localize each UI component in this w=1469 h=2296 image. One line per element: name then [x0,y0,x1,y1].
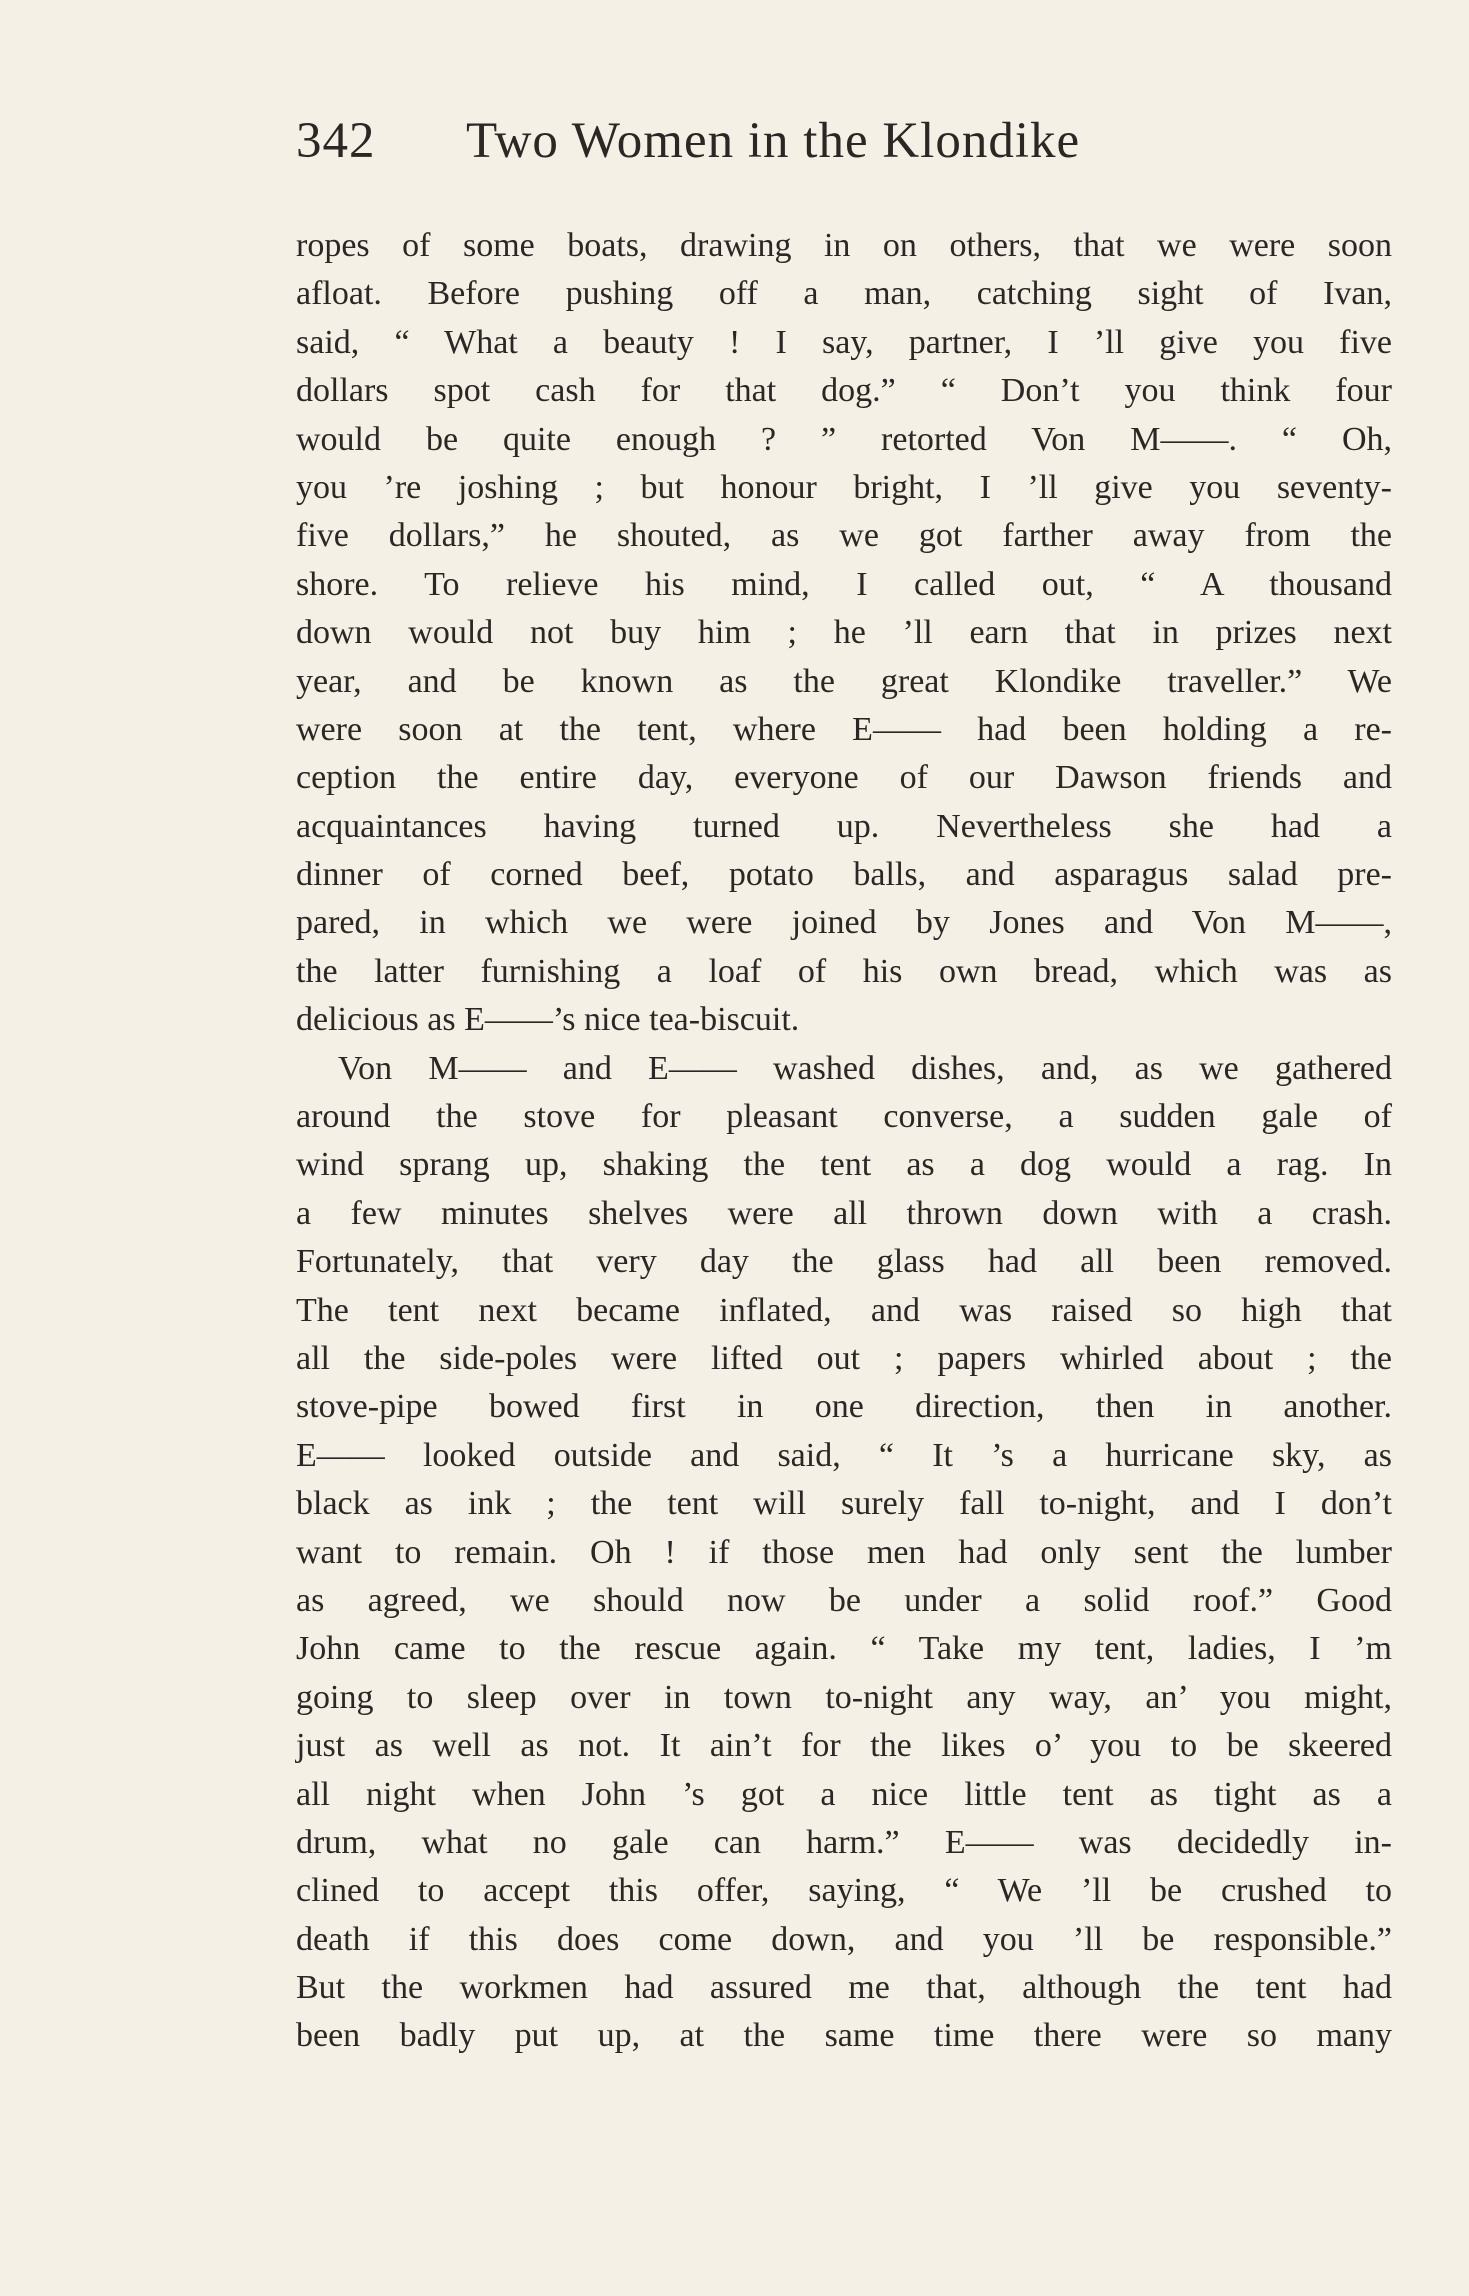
text-line: a few minutes shelves were all thrown down with a crash. [296,1194,1392,1232]
text-line: all the side-poles were lifted out ; papers whirled about ; the [296,1339,1392,1377]
text-line: shore. To relieve his mind, I called out, “ A thousand [296,565,1392,603]
text-line: But the workmen had assured me that, although the tent had [296,1969,1392,2007]
text-line: just as well as not. It ain’t for the likes o’ you to be skeered [296,1727,1392,1765]
text-line: black as ink ; the tent will surely fall to-night, and I don’t [296,1485,1392,1523]
paragraph-end-line: delicious as E——’s nice tea-biscuit. [296,1001,800,1039]
text-line: would be quite enough ? ” retorted Von M——. “ Oh, [296,420,1392,458]
text-line: said, “ What a beauty ! I say, partner, I ’ll give you five [296,323,1392,361]
text-line: been badly put up, at the same time there were so many [296,2017,1392,2055]
text-line: five dollars,” he shouted, as we got farther away from the [296,517,1392,555]
text-line: Fortunately, that very day the glass had all been removed. [296,1243,1392,1281]
text-line: E—— looked outside and said, “ It ’s a hurricane sky, as [296,1436,1392,1474]
text-line: dinner of corned beef, potato balls, and asparagus salad pre- [296,856,1392,894]
text-line: want to remain. Oh ! if those men had only sent the lumber [296,1533,1392,1571]
text-line: John came to the rescue again. “ Take my tent, ladies, I ’m [296,1630,1392,1668]
text-line: wind sprang up, shaking the tent as a dog would a rag. In [296,1146,1392,1184]
text-line: were soon at the tent, where E—— had been holding a re- [296,710,1392,748]
text-line: you ’re joshing ; but honour bright, I ’ll give you seventy- [296,468,1392,506]
text-line: year, and be known as the great Klondike traveller.” We [296,662,1392,700]
text-line: the latter furnishing a loaf of his own bread, which was as [296,952,1392,990]
text-line: ception the entire day, everyone of our Dawson friends and [296,759,1392,797]
text-line: acquaintances having turned up. Nevertheless she had a [296,807,1392,845]
text-line: pared, in which we were joined by Jones and Von M——, [296,904,1392,942]
text-line: afloat. Before pushing off a man, catching sight of Ivan, [296,275,1392,313]
text-line: dollars spot cash for that dog.” “ Don’t you think four [296,372,1392,410]
text-line: ropes of some boats, drawing in on others, that we were soon [296,227,1392,264]
text-line: all night when John ’s got a nice little tent as tight as a [296,1775,1392,1813]
body-text [296,222,1392,2061]
running-title: Two Women in the Klondike [466,113,1081,169]
text-line: clined to accept this offer, saying, “ We ’ll be crushed to [296,1872,1392,1910]
text-line: as agreed, we should now be under a solid roof.” Good [296,1581,1392,1619]
text-line: death if this does come down, and you ’ll be responsible.” [296,1920,1392,1958]
text-line: The tent next became inflated, and was raised so high that [296,1291,1392,1329]
text-line: stove-pipe bowed first in one direction, then in another. [296,1388,1392,1426]
page-number: 342 [296,113,376,169]
running-head [296,106,1396,176]
text-line: down would not buy him ; he ’ll earn that in prizes next [296,614,1392,652]
text-line: drum, what no gale can harm.” E—— was decidedly in- [296,1823,1392,1861]
text-line: going to sleep over in town to-night any way, an’ you might, [296,1678,1392,1716]
paragraph-start-line: Von M—— and E—— washed dishes, and, as we gathered [338,1049,1392,1087]
text-line: around the stove for pleasant converse, a sudden gale of [296,1098,1392,1136]
